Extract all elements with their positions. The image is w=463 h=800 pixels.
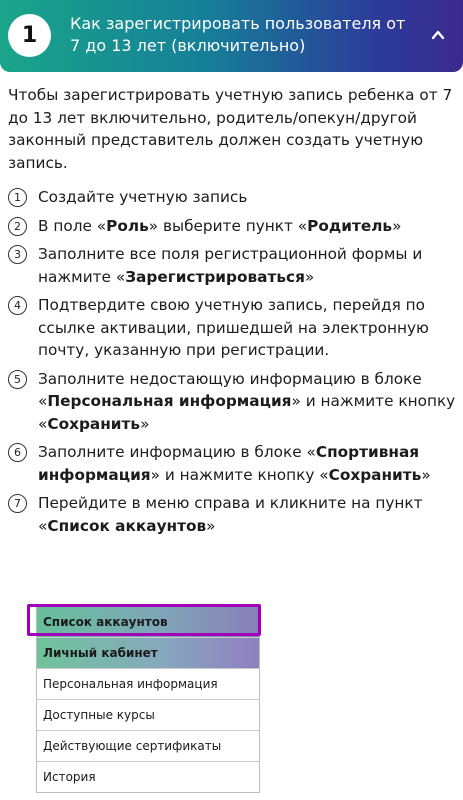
menu-item[interactable]: Список аккаунтов — [37, 607, 259, 637]
step-text-part: » — [392, 216, 402, 235]
menu-item[interactable]: Личный кабинет — [37, 637, 259, 668]
accordion-title: Как зарегистрировать пользователя от 7 до 13 лет (включительно) — [70, 14, 406, 55]
step-text-part: Заполните информацию в блоке « — [38, 443, 316, 461]
step-text-part: » и нажмите кнопку « — [150, 465, 329, 484]
step-number-icon: 3 — [8, 245, 27, 264]
step-item — [8, 215, 460, 238]
step-text — [38, 494, 423, 535]
menu-item[interactable]: История — [37, 761, 259, 792]
step-text-bold: Родитель — [307, 216, 393, 235]
accordion-header[interactable] — [0, 0, 463, 72]
menu-item[interactable]: Действующие сертификаты — [37, 730, 259, 761]
menu-item[interactable]: Доступные курсы — [37, 699, 259, 730]
step-text — [38, 296, 429, 359]
step-item — [8, 243, 460, 288]
step-text-part: Перейдите в меню справа и кликните на пункт « — [38, 494, 423, 535]
step-item — [8, 186, 460, 209]
step-text-part: » — [421, 465, 431, 484]
step-text-bold: Сохранить — [47, 414, 141, 433]
step-text-part: Подтвердите свою учетную запись, перейдя по ссылке активации, пришедшей на электронную почту, указанную при регистрации. — [38, 296, 429, 359]
step-text-bold: Персональная информация — [47, 392, 292, 410]
step-text-part: В поле « — [38, 216, 107, 235]
step-text-part: Создайте учетную запись — [38, 188, 248, 206]
step-text-part: Заполните все поля регистрационной формы и нажмите « — [38, 245, 423, 286]
step-text-bold: Зарегистрироваться — [125, 267, 305, 286]
step-number-icon: 6 — [8, 443, 27, 462]
step-text-bold: Список аккаунтов — [47, 516, 207, 535]
step-item — [8, 294, 460, 362]
menu-screenshot — [26, 598, 262, 800]
step-text — [38, 245, 422, 286]
step-number-icon: 7 — [8, 494, 27, 513]
steps-list — [8, 186, 460, 543]
step-number-badge: 1 — [8, 14, 51, 57]
step-text-bold: Спортивная информация — [38, 443, 420, 484]
step-text-bold: Сохранить — [328, 465, 422, 484]
step-text-part: » — [140, 414, 150, 433]
step-item — [8, 492, 460, 537]
step-item — [8, 441, 460, 486]
step-text-part: » — [206, 516, 216, 535]
step-text — [38, 217, 401, 235]
step-text-part: Заполните недостающую информацию в блоке « — [38, 369, 422, 410]
menu-item[interactable]: Персональная информация — [37, 668, 259, 699]
chevron-up-icon[interactable] — [431, 28, 445, 42]
step-number-icon: 2 — [8, 217, 27, 236]
account-menu — [36, 606, 260, 793]
intro-text: Чтобы зарегистрировать учетную запись ребенка от 7 до 13 лет включительно, родитель/опекун/другой законный представитель должен создать учетную запись. — [8, 86, 453, 172]
step-text — [38, 370, 455, 433]
step-text-bold: Роль — [106, 216, 149, 235]
step-number-icon: 5 — [8, 370, 27, 389]
step-text — [38, 188, 247, 206]
step-text-part: » выберите пункт « — [148, 216, 308, 235]
step-text — [38, 443, 431, 484]
step-item — [8, 368, 460, 436]
step-text-part: » — [304, 267, 315, 286]
step-text-part: » и нажмите кнопку « — [38, 392, 456, 433]
step-number-icon: 4 — [8, 296, 27, 315]
step-number-icon: 1 — [8, 188, 27, 207]
